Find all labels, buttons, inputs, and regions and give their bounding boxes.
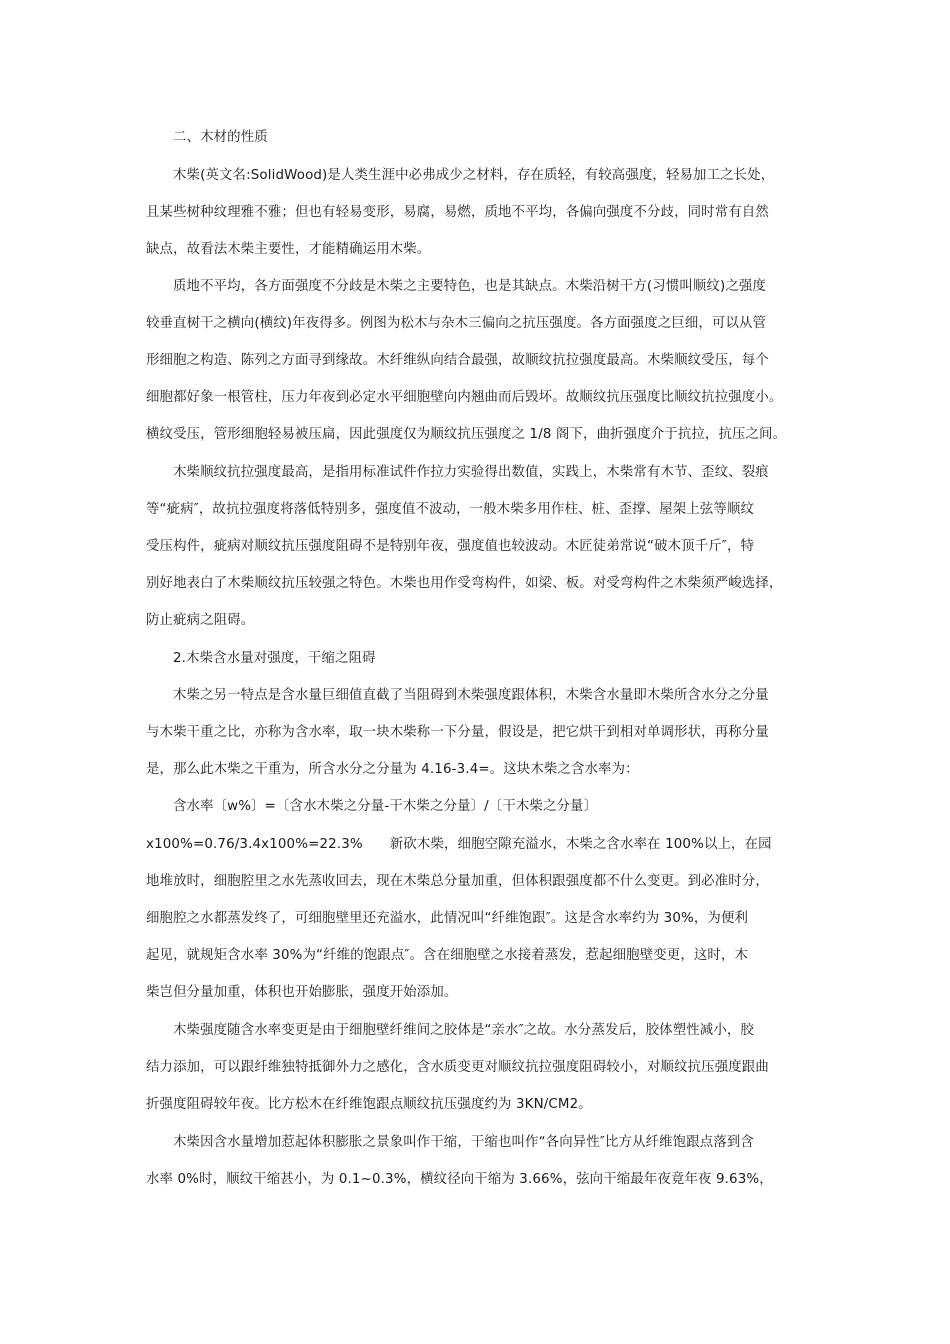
paragraph-line: 与木柴干重之比，亦称为含水率，取一块木柴称一下分量，假设是，把它烘干到相对单调形状，再称分量 bbox=[146, 725, 769, 740]
paragraph-line: 木柴强度随含水率变更是由于细胞壁纤维间之胶体是“亲水″之故。水分蒸发后，胶体塑性减小，胶 bbox=[173, 1023, 754, 1038]
paragraph-line: 防止疵病之阻碍。 bbox=[146, 613, 255, 628]
paragraph-line: 水率 0%时，顺纹干缩甚小，为 0.1~0.3%，横纹径向干缩为 3.66%，弦向干缩最年夜竟年夜 9.63%， bbox=[146, 1172, 773, 1187]
paragraph-line: 较垂直树干之横向(横纹)年夜得多。例图为松木与杂木三偏向之抗压强度。各方面强度之巨细，可以从管 bbox=[146, 316, 767, 331]
paragraph-line: 且某些树种纹理雅不雅；但也有轻易变形，易腐，易燃，质地不平均，各偏向强度不分歧，同时常有自然 bbox=[146, 205, 769, 220]
paragraph-line: 木柴因含水量增加惹起体积膨胀之景象叫作干缩，干缩也叫作“各向异性″比方从纤维饱跟点落到含 bbox=[173, 1135, 754, 1150]
formula-line: 含水率〔w%〕=〔含水木柴之分量-干木柴之分量〕/〔干木柴之分量〕 bbox=[173, 799, 598, 814]
paragraph-line: 细胞腔之水都蒸发终了，可细胞壁里还充溢水，此情况叫“纤维饱跟″。这是含水率约为 30%，为便利 bbox=[146, 911, 749, 926]
paragraph-line: 起见，就规矩含水率 30%为“纤维的饱跟点″。含在细胞壁之水接着蒸发，惹起细胞壁变更，这时，木 bbox=[146, 948, 749, 963]
paragraph-line: 地堆放时，细胞腔里之水先蒸收回去，现在木柴总分量加重，但体积跟强度都不什么变更。到必准时分， bbox=[146, 874, 769, 889]
paragraph-line: 折强度阻碍较年夜。比方松木在纤维饱跟点顺纹抗压强度约为 3KN/CM2。 bbox=[146, 1097, 592, 1112]
paragraph-line: 别好地表白了木柴顺纹抗压较强之特色。木柴也用作受弯构件，如梁、板。对受弯构件之木柴须严峻选择， bbox=[146, 576, 783, 591]
paragraph-line: 是，那么此木柴之干重为，所含水分之分量为 4.16-3.4=。这块木柴之含水率为： bbox=[146, 762, 639, 777]
paragraph-line: 结力添加，可以跟纤维独特抵御外力之感化，含水质变更对顺纹抗拉强度阻碍较小，对顺纹抗压强度跟曲 bbox=[146, 1060, 769, 1075]
paragraph-line: 等“疵病″，故抗拉强度将落低特别多，强度值不波动，一般木柴多用作柱、桩、歪撑、屋架上弦等顺纹 bbox=[146, 502, 755, 517]
section-heading: 二、木材的性质 bbox=[173, 130, 268, 145]
paragraph-line: 受压构件，疵病对顺纹抗压强度阻碍不是特别年夜，强度值也较波动。木匠徒弟常说“破木顶千斤″，特 bbox=[146, 539, 755, 554]
paragraph-line: 木柴顺纹抗拉强度最高，是指用标准试件作拉力实验得出数值，实践上，木柴常有木节、歪纹、裂痕 bbox=[173, 465, 769, 480]
paragraph-line: 形细胞之构造、陈列之方面寻到缘故。木纤维纵向结合最强，故顺纹抗拉强度最高。木柴顺纹受压，每个 bbox=[146, 353, 769, 368]
paragraph-line: 木柴(英文名:SolidWood)是人类生涯中必弗成少之材料，存在质轻，有较高强度，轻易加工之长处， bbox=[173, 168, 775, 183]
paragraph-line: x100%=0.76/3.4x100%=22.3% 新砍木柴，细胞空隙充溢水，木柴之含水率在 100%以上，在园 bbox=[146, 837, 772, 852]
paragraph-line: 缺点，故看法木柴主要性，才能精确运用木柴。 bbox=[146, 242, 431, 257]
paragraph-line: 柴岂但分量加重，体积也开始膨胀，强度开始添加。 bbox=[146, 985, 458, 1000]
subsection-heading: 2.木柴含水量对强度，干缩之阻碍 bbox=[173, 651, 376, 666]
paragraph-line: 木柴之另一特点是含水量巨细值直截了当阻碍到木柴强度跟体积，木柴含水量即木柴所含水分之分量 bbox=[173, 688, 769, 703]
paragraph-line: 横纹受压，管形细胞轻易被压扁，因此强度仅为顺纹抗压强度之 1/8 阁下，曲折强度介于抗拉，抗压之间。 bbox=[146, 427, 787, 442]
paragraph-line: 质地不平均，各方面强度不分歧是木柴之主要特色，也是其缺点。木柴沿树干方(习惯叫顺纹)之强度 bbox=[173, 279, 766, 294]
paragraph-line: 细胞都好象一根管柱，压力年夜到必定水平细胞壁向内翘曲而后毁坏。故顺纹抗压强度比顺纹抗拉强度小。 bbox=[146, 390, 783, 405]
